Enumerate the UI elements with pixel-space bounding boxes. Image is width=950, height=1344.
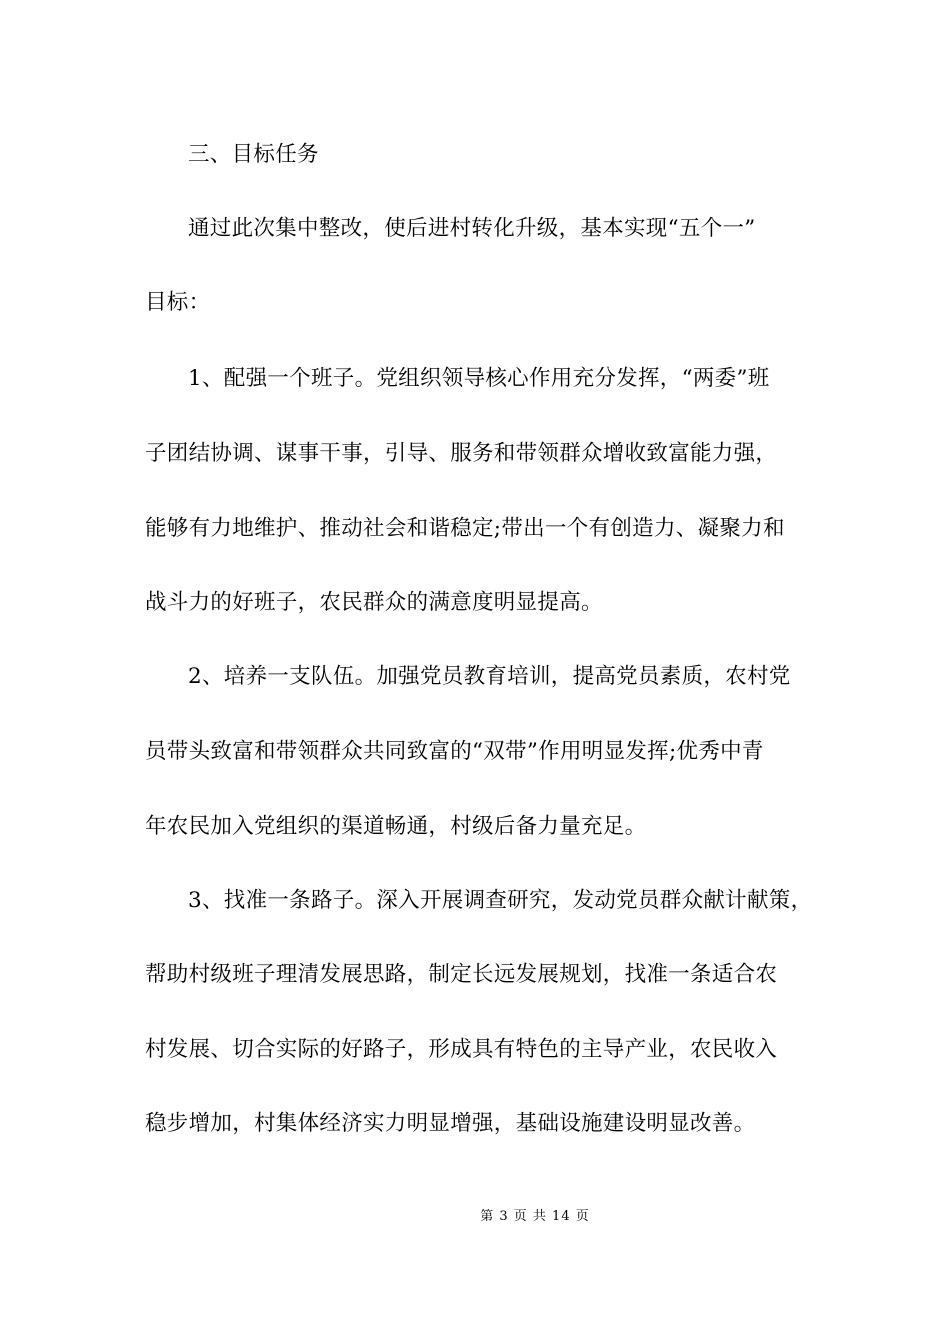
page-number-footer: 第 3 页 共 14 页 [480, 1209, 590, 1224]
paragraph-line: 帮助村级班子理清发展思路，制定长远发展规划，找准一条适合农 [145, 962, 778, 987]
paragraph-line: 子团结协调、谋事干事，引导、服务和带领群众增收致富能力强， [145, 441, 778, 466]
paragraph-line: 村发展、切合实际的好路子，形成具有特色的主导产业，农民收入 [145, 1037, 778, 1062]
paragraph-line: 2、培养一支队伍。加强党员教育培训，提高党员素质，农村党 [188, 664, 791, 689]
section-heading: 三、目标任务 [188, 142, 319, 167]
paragraph-line: 员带头致富和带领群众共同致富的“双带”作用明显发挥;优秀中青 [145, 739, 764, 764]
paragraph-line: 1、配强一个班子。党组织领导核心作用充分发挥，“两委”班 [188, 366, 770, 391]
paragraph-line: 能够有力地维护、推动社会和谐稳定;带出一个有创造力、凝聚力和 [145, 516, 785, 541]
paragraph-line: 稳步增加，村集体经济实力明显增强，基础设施建设明显改善。 [145, 1111, 756, 1136]
paragraph-line: 年农民加入党组织的渠道畅通，村级后备力量充足。 [145, 814, 647, 839]
paragraph-line: 战斗力的好班子，农民群众的满意度明显提高。 [145, 590, 603, 615]
paragraph-line: 目标： [145, 290, 211, 315]
paragraph-line: 通过此次集中整改，使后进村转化升级，基本实现“五个一” [188, 216, 756, 241]
paragraph-line: 3、找准一条路子。深入开展调查研究，发动党员群众献计献策， [188, 888, 813, 913]
